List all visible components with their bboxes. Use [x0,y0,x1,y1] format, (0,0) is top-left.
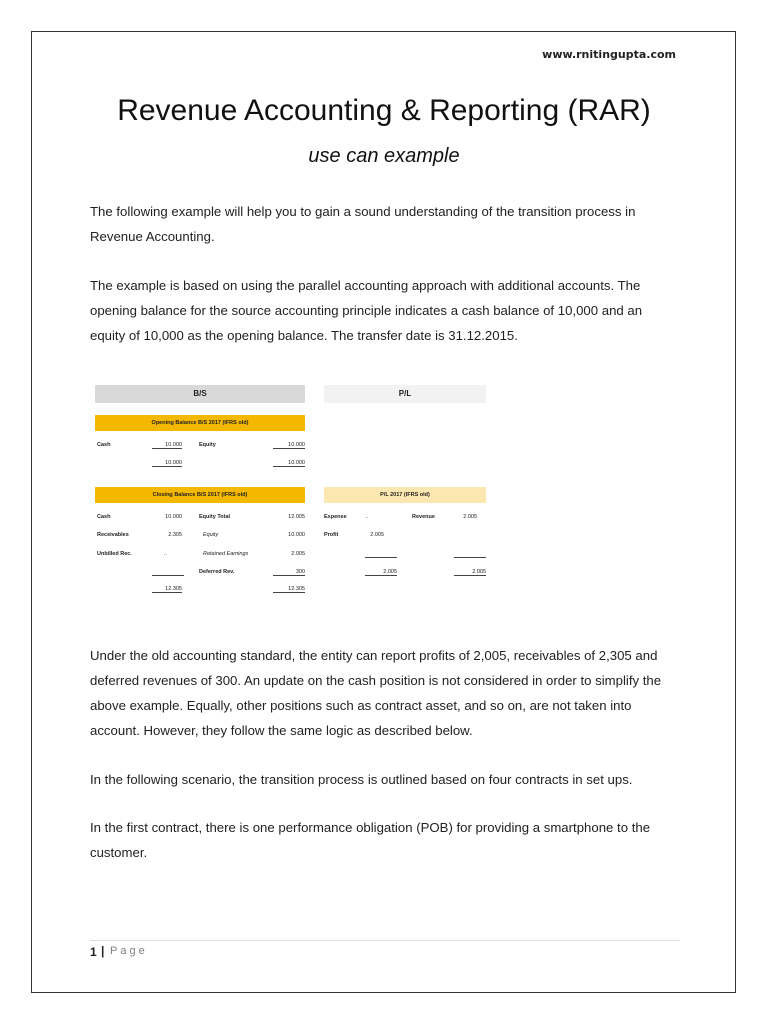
closing-cash-label: Cash [97,514,111,520]
opening-cash-label: Cash [97,442,111,448]
opening-equity-value: 10.000 [273,442,305,449]
document-subtitle: use can example [308,145,460,167]
closing-retained-value: 2.005 [291,551,305,557]
pl-expense-value: .. [365,514,369,520]
closing-total-left: 12.305 [152,586,182,593]
pl-rule-left [365,557,397,558]
pl-profit-label: Profit [324,532,339,538]
opening-total-right: 10.000 [273,460,305,467]
closing-equity-value: 10.000 [288,532,305,538]
opening-total-left: 10.000 [152,460,182,467]
footer-divider [90,940,680,941]
page-number: 1 [90,945,97,959]
closing-cash-value: 10.000 [165,514,182,520]
opening-balance-band: Opening Balance B/S 2017 (IFRS old) [95,415,305,431]
closing-receivables-label: Receivables [97,532,129,538]
closing-unbilled-label: Unbilled Rec. [97,551,132,557]
pl-header: P/L [324,385,486,403]
closing-deferred-label: Deferred Rev. [199,569,235,575]
pl-total-left: 2.005 [365,569,397,576]
paragraph-old-standard: Under the old accounting standard, the entity can report profits of 2,005, receivables of 2,305 and deferred revenues of 300. An update on the cash position is not considered in order to simplify the above example. Equally, other positions such as contract asset, and so on, are not taken into account. However, they follow the same logic as described below. [90,648,662,738]
closing-total-right: 12.305 [273,586,305,593]
pl-revenue-label: Revenue [412,514,435,520]
pl-rule-right [454,557,486,558]
closing-retained-label: Retained Earnings [203,551,249,557]
closing-equity-total-label: Equity Total [199,514,231,520]
paragraph-approach: The example is based on using the parallel accounting approach with additional accounts. The opening balance for the source accounting principle indicates a cash balance of 10,000 and an equity of 10,000 as the opening balance. The transfer date is 31.12.2015. [90,278,643,343]
bs-header: B/S [95,385,305,403]
page-label: Page [110,945,148,957]
footer-separator: | [101,944,105,958]
closing-rule-left [152,575,184,576]
closing-balance-band: Closing Balance B/S 2017 (IFRS old) [95,487,305,503]
site-url[interactable]: www.rnitingupta.com [542,48,676,61]
opening-cash-value: 10.000 [152,442,182,449]
pl-total-right: 2.005 [454,569,486,576]
paragraph-scenario: In the following scenario, the transition process is outlined based on four contracts in set ups. [90,772,633,787]
pl-band: P/L 2017 (IFRS old) [324,487,486,503]
closing-deferred-value: 300 [273,569,305,576]
closing-unbilled-value: .. [164,551,168,557]
paragraph-intro: The following example will help you to gain a sound understanding of the transition process in Revenue Accounting. [90,204,636,244]
paragraph-first-contract: In the first contract, there is one performance obligation (POB) for providing a smartphone to the customer. [90,820,651,860]
document-title: Revenue Accounting & Reporting (RAR) [117,94,651,127]
closing-equity-total-value: 12.005 [288,514,305,520]
closing-receivables-value: 2.305 [168,532,182,538]
pl-profit-value: 2.005 [370,532,384,538]
closing-equity-label: Equity [203,532,219,538]
pl-expense-label: Expense [324,514,347,520]
pl-revenue-value: 2.005 [463,514,477,520]
balance-sheet-figure [95,385,490,600]
opening-equity-label: Equity [199,442,216,448]
